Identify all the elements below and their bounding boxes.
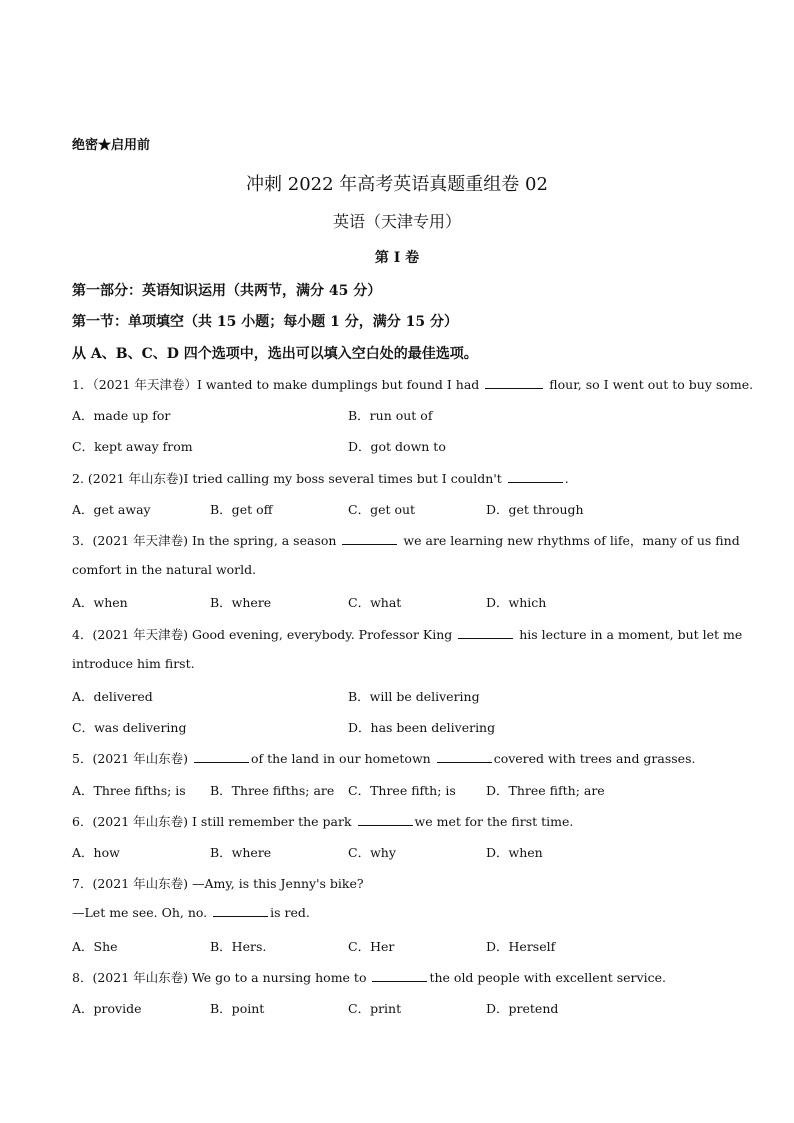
question-text: we are learning new rhythms of life，many of us find [403,533,740,548]
question-text: we met for the first time. [414,814,574,829]
question-2 [72,469,569,487]
option-c: C．was delivering [72,720,187,735]
answer-blank [485,377,543,389]
question-text: 2. (2021 年山东卷)I tried calling my boss several times but I couldn't [72,471,502,486]
option-d: D．has been delivering [348,720,496,735]
option-d: D．get through [486,502,584,517]
option-b: B．where [210,595,272,610]
question-text: the old people with excellent service. [429,970,666,985]
option-a: A．get away [72,502,151,517]
option-c: C．get out [348,502,416,517]
option-d: D．which [486,595,547,610]
exam-title: 冲刺 2022 年高考英语真题重组卷 02 [246,174,548,195]
section-heading: 第一节：单项填空（共 15 小题；每小题 1 分，满分 15 分） [72,314,458,330]
exam-subtitle: 英语（天津专用） [332,212,461,231]
option-a: A．She [72,939,118,954]
question-text: 3．(2021 年天津卷) In the spring, a season [72,533,337,548]
option-c: C．kept away from [72,439,193,454]
option-a: A．how [72,845,120,860]
question-text: 8．(2021 年山东卷) We go to a nursing home to [72,970,367,985]
volume-label: 第 I 卷 [374,250,420,266]
question-continuation: introduce him first. [72,656,195,671]
option-b: B．run out of [348,408,433,423]
option-b: B．Hers. [210,939,267,954]
option-c: C．print [348,1001,402,1016]
question-text: his lecture in a moment, but let me [519,627,743,642]
question-continuation: comfort in the natural world. [72,562,257,577]
answer-blank [458,627,513,639]
answer-blank [213,905,268,917]
option-a: A．delivered [72,689,153,704]
question-text: . [564,471,569,486]
instruction-text: 从 A、B、C、D 四个选项中，选出可以填入空白处的最佳选项。 [72,346,478,362]
answer-blank [372,970,427,982]
option-d: D．Herself [486,939,556,954]
question-7-reply [72,905,310,920]
question-text: —Let me see. Oh, no. [72,905,208,920]
option-b: B．point [210,1001,265,1016]
question-text: covered with trees and grasses. [493,751,696,766]
option-a: A．Three fifths; is [72,783,186,798]
option-c: C．why [348,845,396,860]
answer-blank [358,814,413,826]
option-c: C．what [348,595,402,610]
answer-blank [437,751,492,763]
option-b: B．will be delivering [348,689,480,704]
option-c: C．Her [348,939,395,954]
answer-blank [342,533,397,545]
question-text: 6．(2021 年山东卷) I still remember the park [72,814,352,829]
answer-blank [508,471,563,483]
question-text: flour, so I went out to buy some. [549,377,754,392]
option-a: A．made up for [72,408,171,423]
question-8 [72,968,666,986]
part-heading: 第一部分：英语知识运用（共两节，满分 45 分） [72,283,382,299]
option-a: A．when [72,595,128,610]
confidential-mark: 绝密★启用前 [72,138,151,153]
question-4 [72,625,742,643]
question-text: of the land in our hometown [250,751,431,766]
question-text: 5．(2021 年山东卷) [72,751,188,766]
question-6 [72,812,573,830]
question-5 [72,749,695,767]
question-7: 7．(2021 年山东卷) —Amy, is this Jenny's bike? [72,876,364,891]
question-3 [72,531,740,549]
option-b: B．Three fifths; are [210,783,335,798]
option-b: B．where [210,845,272,860]
option-d: D．when [486,845,543,860]
option-d: D．pretend [486,1001,559,1016]
question-text: is red. [270,905,310,920]
option-d: D．got down to [348,439,446,454]
question-text: 1．（2021 年天津卷）I wanted to make dumplings but found I had [72,377,480,392]
question-1 [72,375,753,393]
option-b: B．get off [210,502,273,517]
answer-blank [194,751,249,763]
option-c: C．Three fifth; is [348,783,456,798]
option-d: D．Three fifth; are [486,783,605,798]
option-a: A．provide [72,1001,142,1016]
question-text: 4．(2021 年天津卷) Good evening, everybody. Professor King [72,627,453,642]
